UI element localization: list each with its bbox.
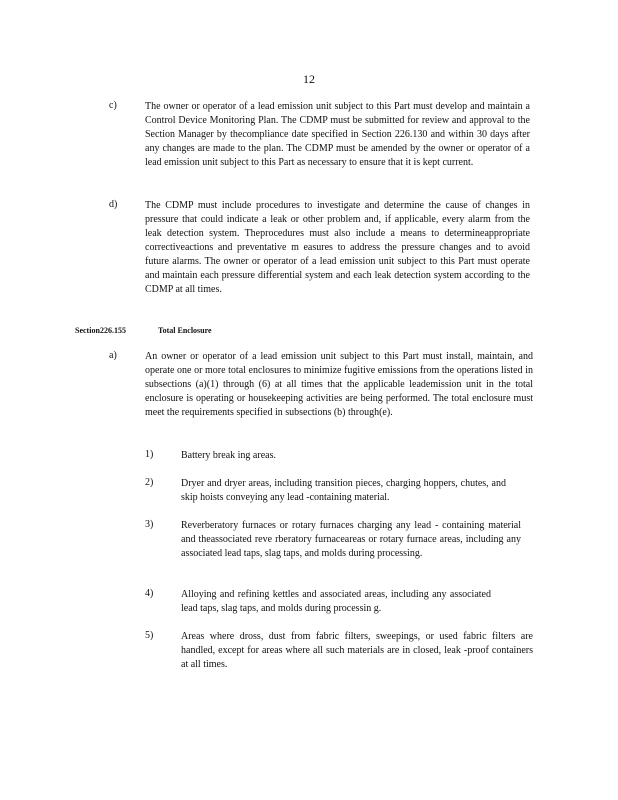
- section-word: Section: [75, 326, 100, 335]
- subsection-text: An owner or operator of a lead emission unit subject to this Part must install, maintain, and operate one or more total enclosures to minimize fugitive emissions from the operations listed in subsections (a)(1) through (6) at all times that the applicable leademission unit in the total enclosure is operating or housekeeping activities are being performed. The total enclosure must meet the requirements specified in subsections (b) through(e).: [145, 351, 533, 418]
- list-item-label: 5): [145, 630, 154, 641]
- list-item-label: 2): [145, 477, 154, 488]
- list-item-text: Reverberatory furnaces or rotary furnaces charging any lead - containing material and theassociated reve rberatory furnaceareas or rotary furnace areas, including any associated lead taps, slag taps, and molds during processing.: [181, 520, 521, 559]
- list-item-text: Areas where dross, dust from fabric filters, sweepings, or used fabric filters are handled, except for areas where all such materials are in closed, leak -proof containers at all times.: [181, 631, 533, 670]
- list-item-text: Dryer and dryer areas, including transition pieces, charging hoppers, chutes, and skip hoists conveying any lead -containing material.: [181, 478, 506, 503]
- list-item-label: 4): [145, 588, 154, 599]
- section-title: Total Enclosure: [158, 326, 212, 335]
- list-item-text: Alloying and refining kettles and associated areas, including any associated lead taps, slag taps, and molds during processin g.: [181, 589, 491, 614]
- list-item-text: Battery break ing areas.: [181, 450, 276, 461]
- paragraph-text: The owner or operator of a lead emission unit subject to this Part must develop and maintain a Control Device Monitoring Plan. The CDMP must be submitted for review and approval to the Section Manager by thecompliance date specified in Section 226.130 and within 30 days after any changes are made to the plan. The CDMP must be amended by the owner or operator of a lead emission unit subject to this Part as necessary to ensure that it is kept current.: [145, 101, 530, 168]
- paragraph-text: The CDMP must include procedures to investigate and determine the cause of changes in pressure that could indicate a leak or other problem and, if applicable, every alarm from the leak detection system. Theprocedures must also include a means to determineappropriate correctiveactions and preventative m easures to address the pressure changes and to avoid future alarms. The owner or operator of a lead emission unit subject to this Part must operate and maintain each pressure differential system and each leak detection system according to the CDMP at all times.: [145, 200, 530, 295]
- list-item-label: 3): [145, 519, 154, 530]
- subsection-label: a): [109, 350, 117, 361]
- paragraph-label: d): [109, 199, 118, 210]
- section-number: 226.155: [100, 326, 126, 335]
- paragraph-label: c): [109, 100, 117, 111]
- list-item-label: 1): [145, 449, 154, 460]
- page-number: 12: [303, 72, 315, 86]
